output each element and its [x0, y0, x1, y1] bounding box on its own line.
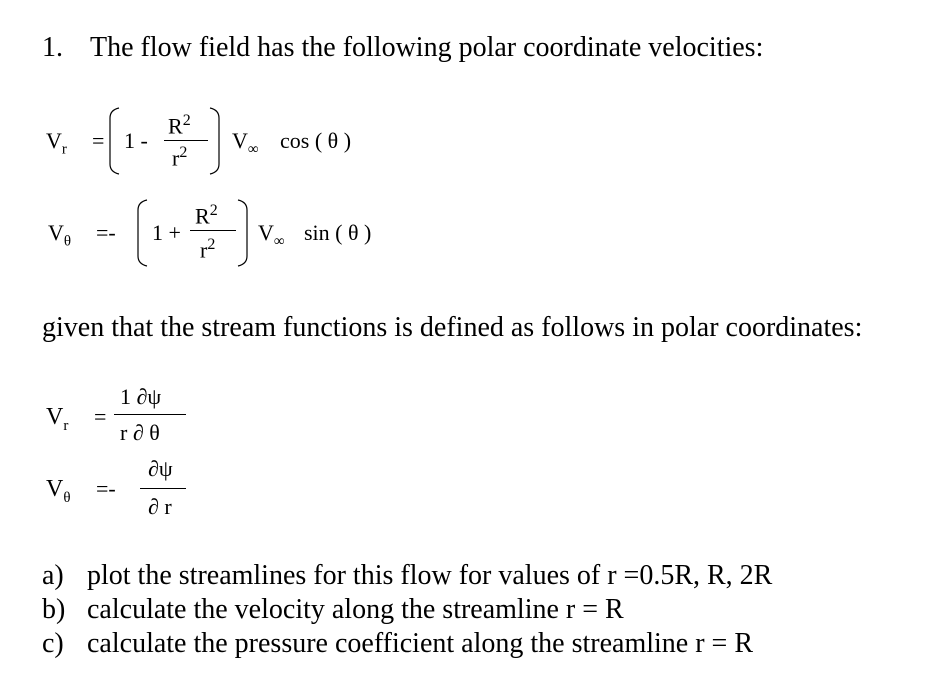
eq2-v-subscript: ∞ [273, 233, 285, 250]
sf1-lhs-subscript: r [63, 417, 69, 434]
sf1-numerator: 1 ∂ψ [120, 384, 162, 409]
sf2-lhs [46, 476, 71, 507]
problem-number: 1. [42, 32, 63, 63]
eq1-den-exponent: 2 [179, 144, 188, 161]
eq2-den-exponent: 2 [207, 236, 216, 253]
sf2-equals: =- [96, 476, 116, 501]
eq1-den-symbol: r [172, 145, 180, 171]
task-b-text: calculate the velocity along the streamline r = R [87, 594, 624, 625]
task-a-text: plot the streamlines for this flow for values of r =0.5R, R, 2R [87, 560, 773, 591]
sf1-equals: = [94, 404, 107, 429]
eq1-v-symbol: V [232, 128, 248, 153]
eq1-v-subscript: ∞ [247, 141, 259, 158]
eq2-right-paren [234, 198, 250, 268]
eq2-fraction-bar [190, 230, 236, 231]
eq1-fraction-bar [164, 140, 208, 141]
given-statement: given that the stream functions is defined as follows in polar coordinates: [42, 312, 863, 343]
eq1-lhs [46, 128, 67, 158]
eq2-function: sin ( θ ) [304, 220, 372, 245]
sf1-fraction-bar [114, 414, 186, 415]
sf2-fraction-bar [140, 488, 186, 489]
eq1-right-paren [206, 106, 222, 176]
sf2-numerator: ∂ψ [148, 456, 173, 481]
sf2-lhs-subscript: θ [63, 489, 71, 506]
sf1-lhs-symbol: V [46, 404, 64, 430]
problem-statement: The flow field has the following polar coordinate velocities: [90, 32, 764, 63]
sf1-lhs [46, 404, 68, 435]
eq2-numerator [195, 202, 218, 229]
eq1-left-paren [107, 106, 123, 176]
eq2-equals: =- [96, 220, 116, 245]
eq1-denominator [172, 144, 187, 171]
eq2-lhs-symbol: V [48, 220, 64, 245]
task-c-text: calculate the pressure coefficient along the streamline r = R [87, 628, 753, 659]
eq1-num-exponent: 2 [182, 112, 191, 129]
eq1-function: cos ( θ ) [280, 128, 352, 153]
eq2-denominator [200, 236, 215, 263]
eq1-lhs-symbol: V [46, 128, 62, 153]
eq2-lhs [48, 220, 71, 250]
task-c-label: c) [42, 628, 64, 659]
eq2-num-symbol: R [195, 203, 210, 229]
sf2-lhs-symbol: V [46, 476, 64, 502]
eq1-equals: = [92, 128, 105, 153]
eq2-den-symbol: r [200, 237, 208, 263]
eq1-lhs-subscript: r [61, 141, 67, 158]
sf2-denominator: ∂ r [148, 494, 172, 519]
eq1-num-symbol: R [168, 113, 183, 139]
eq2-left-paren [135, 198, 151, 268]
eq1-one-minus: 1 - [124, 128, 148, 153]
eq1-v-infinity [232, 128, 259, 158]
task-a-label: a) [42, 560, 64, 591]
task-b-label: b) [42, 594, 66, 625]
eq2-one-plus: 1 + [152, 220, 181, 245]
eq2-v-infinity [258, 220, 285, 250]
eq2-lhs-subscript: θ [63, 233, 72, 250]
sf1-denominator: r ∂ θ [120, 420, 160, 445]
eq1-numerator [168, 112, 191, 139]
eq2-v-symbol: V [258, 220, 274, 245]
eq2-num-exponent: 2 [209, 202, 218, 219]
